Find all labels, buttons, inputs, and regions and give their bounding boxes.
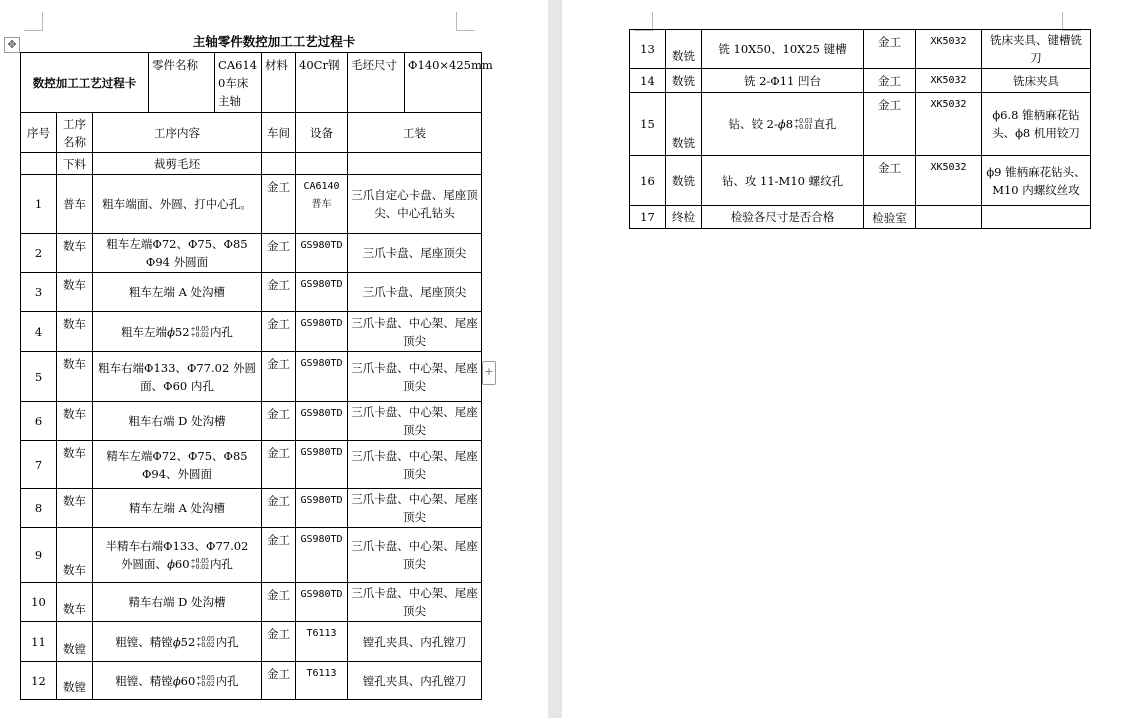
process-name: 数车 — [57, 273, 93, 312]
equipment-cell: GS980TD — [296, 312, 348, 352]
workshop-cell: 金工 — [262, 662, 296, 700]
tolerance-stack — [191, 559, 209, 571]
col-header-shop: 车间 — [262, 113, 296, 153]
process-row — [21, 528, 482, 583]
process-content-cell — [93, 622, 262, 662]
material-value: 40Cr钢 — [296, 53, 348, 113]
process-number: 6 — [21, 402, 57, 441]
process-name: 终检 — [666, 206, 702, 229]
process-row — [21, 352, 482, 402]
process-card-table — [20, 52, 493, 700]
diameter-value: 60 — [174, 557, 190, 571]
equipment-cell: T6113 — [296, 622, 348, 662]
process-name: 数镗 — [57, 622, 93, 662]
process-name: 数车 — [57, 489, 93, 528]
workshop-cell: 金工 — [262, 583, 296, 622]
process-row — [21, 622, 482, 662]
process-content-cell — [93, 662, 262, 700]
workshop-cell: 金工 — [262, 402, 296, 441]
process-content-prefix: 粗镗、精镗 — [115, 634, 173, 649]
tooling-line: 头、ϕ8 机用铰刀 — [992, 126, 1080, 140]
process-name: 数车 — [57, 441, 93, 489]
workshop-cell: 金工 — [262, 352, 296, 402]
workshop-cell: 金工 — [864, 156, 916, 206]
diameter-symbol: ϕ — [167, 324, 175, 339]
tolerance-lower: +0.02 — [196, 680, 215, 688]
process-content-suffix: 直孔 — [813, 117, 837, 131]
process-row — [21, 153, 482, 175]
process-number: 5 — [21, 352, 57, 402]
tooling-line: ϕ6.8 锥柄麻花钻 — [992, 108, 1080, 122]
process-number: 1 — [21, 175, 57, 234]
equipment-cell: GS980TD — [296, 402, 348, 441]
diameter-value: 52 — [180, 634, 196, 649]
workshop-cell: 金工 — [864, 69, 916, 93]
tooling-cell: 三爪卡盘、中心架、尾座顶尖 — [348, 352, 482, 402]
process-name: 数铣 — [666, 69, 702, 93]
process-name: 数车 — [57, 402, 93, 441]
process-card-table-continued — [629, 29, 1091, 229]
process-content-cell: 粗车左端 A 处沟槽 — [93, 273, 262, 312]
process-row — [21, 662, 482, 700]
equipment-cell: XK5032 — [916, 93, 982, 156]
process-content-suffix: 内孔 — [209, 557, 233, 571]
workshop-cell: 金工 — [262, 441, 296, 489]
tooling-cell: 三爪卡盘、中心架、尾座顶尖 — [348, 402, 482, 441]
process-row — [630, 206, 1091, 229]
table-add-column-handle[interactable]: + — [482, 361, 496, 385]
tooling-cell: 三爪卡盘、尾座顶尖 — [348, 234, 482, 273]
tooling-cell: 镗孔夹具、内孔镗刀 — [348, 622, 482, 662]
process-name: 下料 — [57, 153, 93, 175]
col-header-no: 序号 — [21, 113, 57, 153]
tooling-cell — [982, 156, 1091, 206]
process-content-cell — [702, 93, 864, 156]
process-number: 17 — [630, 206, 666, 229]
process-content-cell: 粗车右端 D 处沟槽 — [93, 402, 262, 441]
process-content-cell — [93, 528, 262, 583]
blank-size-label: 毛坯尺寸 — [348, 53, 405, 112]
tolerance-stack — [191, 327, 209, 339]
equipment-cell: GS980TD — [296, 441, 348, 489]
tooling-cell: 三爪卡盘、中心架、尾座顶尖 — [348, 312, 482, 352]
process-content-cell: 粗车端面、外圆、打中心孔。 — [93, 175, 262, 234]
process-number: 10 — [21, 583, 57, 622]
process-number: 16 — [630, 156, 666, 206]
process-number: 12 — [21, 662, 57, 700]
process-number: 9 — [21, 528, 57, 583]
process-content-cell: 钻、攻 11-M10 螺纹孔 — [702, 156, 864, 206]
document-page-left — [0, 0, 548, 718]
workshop-cell: 金工 — [262, 175, 296, 234]
process-name: 普车 — [57, 175, 93, 234]
process-content-suffix: 内孔 — [209, 324, 233, 339]
process-content-cell: 精车右端 D 处沟槽 — [93, 583, 262, 622]
page-gutter — [548, 0, 562, 718]
column-header-row — [21, 113, 482, 153]
process-number: 11 — [21, 622, 57, 662]
process-content-line — [96, 672, 258, 690]
process-number: 14 — [630, 69, 666, 93]
diameter-value: 8 — [785, 117, 794, 131]
equipment-cell — [916, 206, 982, 229]
card-name: 数控加工工艺过程卡 — [21, 53, 149, 113]
workshop-cell: 金工 — [864, 93, 916, 156]
tolerance-upper: +0.05 — [190, 558, 209, 565]
process-row — [630, 93, 1091, 156]
equipment-cell: T6113 — [296, 662, 348, 700]
tooling-cell: 三爪卡盘、中心架、尾座顶尖 — [348, 528, 482, 583]
workshop-cell: 金工 — [262, 528, 296, 583]
process-name: 数铣 — [666, 156, 702, 206]
process-row — [21, 234, 482, 273]
tooling-cell — [982, 206, 1091, 229]
process-name: 数铣 — [666, 93, 702, 156]
equipment-cell: XK5032 — [916, 69, 982, 93]
header-row — [21, 53, 482, 113]
part-name-label: 零件名称 — [149, 53, 215, 113]
process-content-cell: 精车左端Φ72、Φ75、Φ85 Φ94、外圆面 — [93, 441, 262, 489]
process-content-prefix: 粗车左端 — [121, 324, 168, 339]
process-name: 数镗 — [57, 662, 93, 700]
process-number — [21, 153, 57, 175]
tolerance-stack — [196, 637, 214, 649]
equipment-cell: XK5032 — [916, 30, 982, 69]
process-row — [630, 156, 1091, 206]
diameter-symbol: ϕ — [777, 117, 786, 131]
process-content-cell: 精车左端 A 处沟槽 — [93, 489, 262, 528]
tooling-cell: 三爪卡盘、中心架、尾座顶尖 — [348, 441, 482, 489]
tolerance-lower: +0.02 — [196, 641, 215, 649]
process-content-cell: 检验各尺寸是否合格 — [702, 206, 864, 229]
process-content-prefix: 钻、铰 2- — [728, 117, 778, 131]
tooling-cell: 铣床夹具、键槽铣刀 — [982, 30, 1091, 69]
equipment-cell: GS980TD — [296, 489, 348, 528]
tooling-cell: 镗孔夹具、内孔镗刀 — [348, 662, 482, 700]
diameter-value: 60 — [180, 673, 196, 688]
process-content-cell — [93, 312, 262, 352]
tooling-cell: 铣床夹具 — [982, 69, 1091, 93]
table-move-handle[interactable]: ✥ — [4, 37, 20, 53]
diameter-value: 52 — [174, 324, 190, 339]
workshop-cell: 检验室 — [864, 206, 916, 229]
process-row — [21, 583, 482, 622]
tolerance-lower: +0.02 — [190, 564, 209, 571]
process-row — [630, 30, 1091, 69]
tolerance-stack — [196, 676, 214, 688]
process-row — [630, 69, 1091, 93]
process-content-suffix: 内孔 — [215, 634, 239, 649]
diameter-symbol: ϕ — [172, 673, 181, 688]
process-content-prefix: 外圆面、 — [121, 557, 168, 571]
process-row — [21, 402, 482, 441]
workshop-cell: 金工 — [864, 30, 916, 69]
process-row — [21, 489, 482, 528]
process-name: 数车 — [57, 312, 93, 352]
process-content-prefix: 粗镗、精镗 — [115, 673, 173, 688]
process-content-line — [705, 115, 860, 133]
process-content-line — [96, 555, 258, 573]
equipment-cell: CA6140 普车 — [296, 175, 348, 234]
page-corner-mark — [24, 12, 43, 31]
diameter-symbol: ϕ — [167, 557, 175, 571]
col-header-name: 工序名称 — [57, 113, 93, 153]
process-row — [21, 273, 482, 312]
tooling-cell — [348, 153, 482, 175]
process-number: 13 — [630, 30, 666, 69]
tolerance-lower: +0.02 — [190, 331, 209, 339]
part-name: CA6140车床主轴 — [215, 53, 262, 113]
process-number: 4 — [21, 312, 57, 352]
process-row — [21, 312, 482, 352]
process-number: 2 — [21, 234, 57, 273]
workshop-cell: 金工 — [262, 273, 296, 312]
process-name: 数车 — [57, 234, 93, 273]
equipment-cell: XK5032 — [916, 156, 982, 206]
tolerance-upper: +0.05 — [196, 635, 215, 643]
col-header-equipment: 设备 — [296, 113, 348, 153]
process-name: 数铣 — [666, 30, 702, 69]
process-name: 数车 — [57, 528, 93, 583]
equipment-cell: GS980TD — [296, 583, 348, 622]
col-header-content: 工序内容 — [93, 113, 262, 153]
process-content-cell: 粗车右端Φ133、Φ77.02 外圆面、Φ60 内孔 — [93, 352, 262, 402]
tooling-line: ϕ9 锥柄麻花钻头、 — [986, 164, 1086, 179]
equipment-cell: GS980TD — [296, 234, 348, 273]
process-content-cell: 铣 2-Φ11 凹台 — [702, 69, 864, 93]
equipment-cell: GS980TD — [296, 528, 348, 583]
tolerance-upper: +0.05 — [190, 325, 209, 333]
process-row — [21, 175, 482, 234]
process-content-cell: 铣 10X50、10X25 键槽 — [702, 30, 864, 69]
process-row — [21, 441, 482, 489]
blank-size-group — [348, 53, 493, 113]
tooling-line: M10 内螺纹丝攻 — [992, 182, 1080, 197]
page-corner-mark — [456, 12, 475, 31]
process-name: 数车 — [57, 583, 93, 622]
workshop-cell: 金工 — [262, 234, 296, 273]
process-content-cell: 裁剪毛坯 — [93, 153, 262, 175]
tooling-cell: 三爪卡盘、中心架、尾座顶尖 — [348, 583, 482, 622]
workshop-cell: 金工 — [262, 622, 296, 662]
tooling-cell: 三爪卡盘、中心架、尾座顶尖 — [348, 489, 482, 528]
material-label: 材料 — [262, 53, 296, 113]
col-header-tooling: 工装 — [348, 113, 482, 153]
tooling-cell — [982, 93, 1091, 156]
process-number: 3 — [21, 273, 57, 312]
equipment-cell — [296, 153, 348, 175]
document-title: 主轴零件数控加工工艺过程卡 — [192, 34, 356, 49]
process-content-suffix: 内孔 — [215, 673, 239, 688]
process-number: 7 — [21, 441, 57, 489]
process-number: 8 — [21, 489, 57, 528]
tolerance-lower: +0.01 — [794, 124, 813, 131]
process-content-line — [96, 323, 258, 341]
process-number: 15 — [630, 93, 666, 156]
equipment-cell: GS980TD — [296, 273, 348, 312]
equipment-cell: GS980TD — [296, 352, 348, 402]
tolerance-upper: +0.05 — [196, 674, 215, 682]
process-content-cell: 粗车左端Φ72、Φ75、Φ85 Φ94 外圆面 — [93, 234, 262, 273]
tolerance-stack — [794, 119, 812, 131]
diameter-symbol: ϕ — [172, 634, 181, 649]
tolerance-upper: +0.03 — [794, 118, 813, 125]
tooling-cell: 三爪自定心卡盘、尾座顶尖、中心孔钻头 — [348, 175, 482, 234]
process-content-line: 半精车右端Φ133、Φ77.02 — [105, 539, 249, 553]
workshop-cell: 金工 — [262, 312, 296, 352]
tooling-cell: 三爪卡盘、尾座顶尖 — [348, 273, 482, 312]
process-name: 数车 — [57, 352, 93, 402]
workshop-cell — [262, 153, 296, 175]
workshop-cell: 金工 — [262, 489, 296, 528]
blank-size-value: Φ140×425mm — [408, 58, 493, 72]
process-content-line — [96, 633, 258, 651]
